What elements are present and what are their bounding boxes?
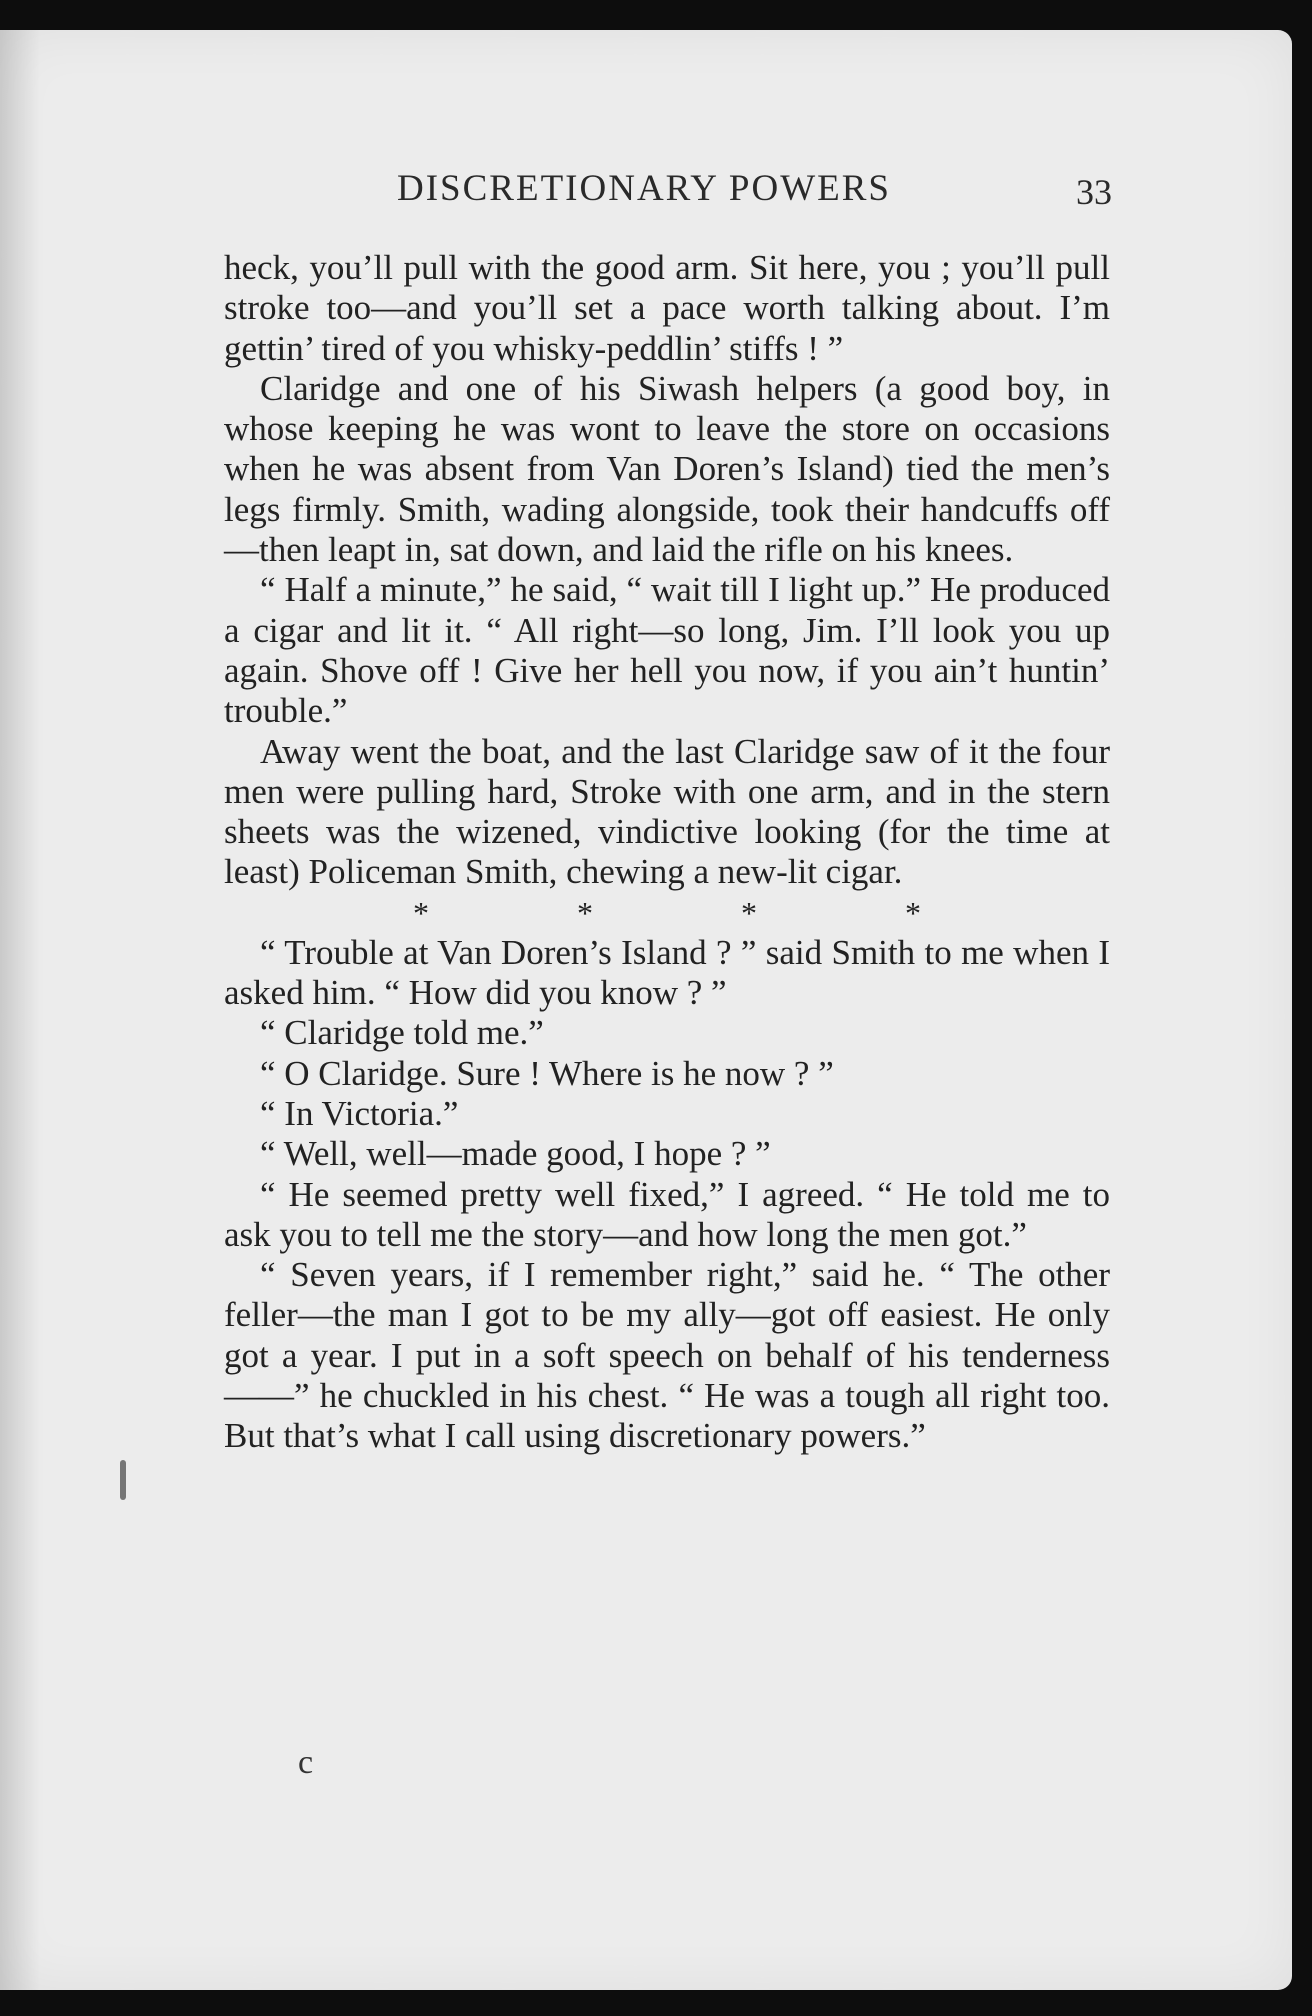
paragraph: “ Half a minute,” he said, “ wait till I light up.” He produced a cigar and lit it. “ All right—so long, Jim. I’ll look you up again. Shove off ! Give her hell you now, if you ain’t huntin’ trouble.”: [224, 570, 1110, 731]
paragraph: “ Claridge told me.”: [260, 1013, 544, 1053]
signature-mark: c: [298, 1744, 314, 1781]
paragraph: Claridge and one of his Siwash helpers (a good boy, in whose keeping he was wont to leave the store on occasions when he was absent from Van Doren’s Island) tied the men’s legs firmly. Smith, wading alongside, took their handcuffs off—then leapt in, sat down, and laid the rifle on his knees.: [224, 368, 1110, 570]
page-edge-mark: [120, 1460, 126, 1500]
section-break: * * * *: [413, 894, 991, 931]
text-body: [224, 248, 1110, 1457]
paragraph: “ O Claridge. Sure ! Where is he now ? ”: [260, 1053, 834, 1093]
paragraph: “ In Victoria.”: [260, 1093, 459, 1133]
running-head: DISCRETIONARY POWERS: [397, 168, 891, 209]
page-header: [222, 167, 1112, 217]
page-number: 33: [1076, 172, 1112, 212]
paragraph: “ Seven years, if I remember right,” said he. “ The other feller—the man I got to be my ally—got off easiest. He only got a year. I put in a soft speech on behalf of his tenderness——” he chuckled in his chest. “ He was a tough all right too. But that’s what I call using discretionary powers.”: [224, 1255, 1110, 1456]
paragraph: heck, you’ll pull with the good arm. Sit here, you ; you’ll pull stroke too—and you’ll set a pace worth talking about. I’m gettin’ tired of you whisky-peddlin’ stiffs ! ”: [224, 248, 1110, 368]
paragraph: “ He seemed pretty well fixed,” I agreed. “ He told me to ask you to tell me the story—and how long the men got.”: [224, 1174, 1110, 1254]
gutter-shadow: [0, 30, 40, 1990]
paragraph: “ Well, well—made good, I hope ? ”: [260, 1134, 771, 1174]
paragraph: “ Trouble at Van Doren’s Island ? ” said Smith to me when I asked him. “ How did you know ? ”: [224, 932, 1110, 1013]
paragraph: Away went the boat, and the last Claridge saw of it the four men were pulling hard, Stroke with one arm, and in the stern sheets was the wizened, vindictive looking (for the time at least) Policeman Smith, chewing a new-lit cigar.: [224, 731, 1110, 892]
